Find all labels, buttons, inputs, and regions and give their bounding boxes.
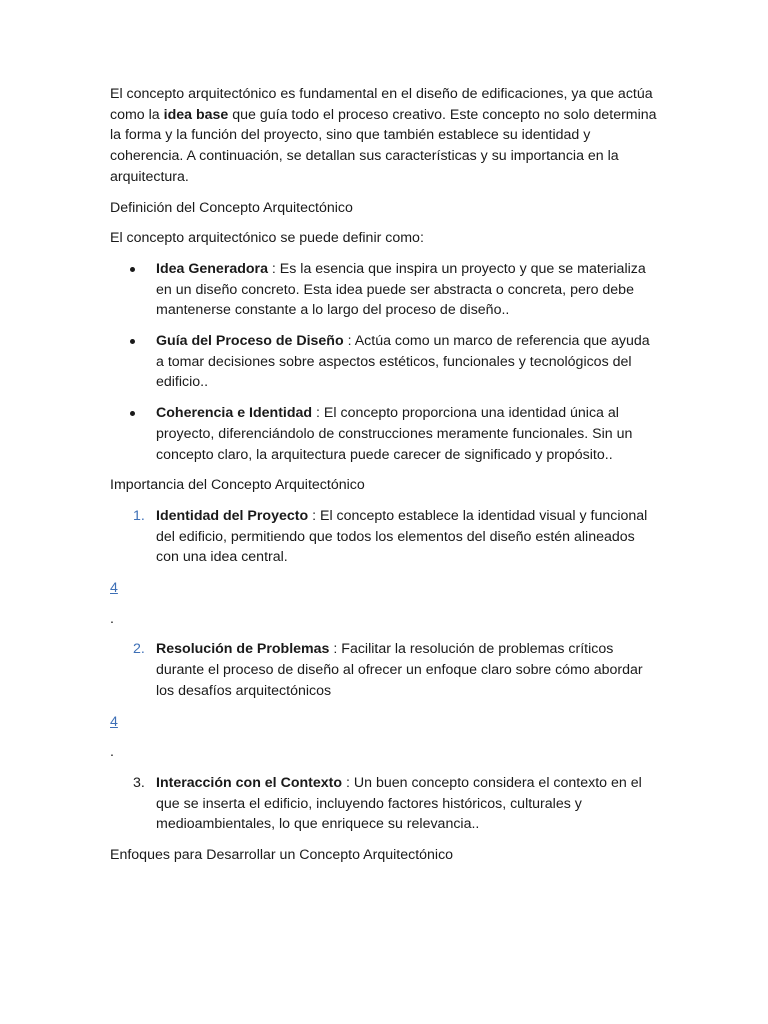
reference-link[interactable]: 4 [110, 580, 118, 597]
intro-text-1: El concepto arquitectónico es fundamental en el diseño de edificaciones, ya que actúa como la [110, 86, 653, 123]
item-term: Guía del Proceso de Diseño [156, 333, 344, 350]
list-item [110, 403, 660, 465]
separator-dot: . [110, 744, 114, 761]
item-number: 2. [133, 641, 145, 658]
item-term: Identidad del Proyecto [156, 507, 309, 524]
numbered-item [110, 639, 660, 701]
bullet-icon [130, 411, 135, 416]
numbered-item [110, 506, 660, 568]
item-text: : Es la esencia que inspira un proyecto y que se materializa en un diseño concreto. Esta idea puede ser abstracta o concreta, pero debe mantenerse constante a lo largo del proceso de diseño.. [156, 260, 646, 319]
item-term: Interacción con el Contexto [156, 774, 343, 791]
definition-lead: El concepto arquitectónico se puede definir como: [110, 230, 424, 247]
item-text: : Actúa como un marco de referencia que ayuda a tomar decisiones sobre aspectos estéticos, funcionales y tecnológicos del edificio.. [156, 333, 650, 391]
item-text: : Un buen concepto considera el contexto en el que se inserta el edificio, incluyendo factores históricos, culturales y medioambientales, lo que enriquece su relevancia.. [156, 774, 642, 833]
approaches-heading: Enfoques para Desarrollar un Concepto Arquitectónico [110, 847, 454, 864]
item-text: : El concepto establece la identidad visual y funcional del edificio, permitiendo que todos los elementos del diseño estén alineados con una idea central. [156, 507, 648, 566]
numbered-item [110, 773, 660, 835]
list-item [110, 259, 660, 321]
intro-paragraph [110, 84, 660, 188]
reference-link[interactable]: 4 [110, 713, 118, 730]
item-text: : El concepto proporciona una identidad única al proyecto, diferenciándolo de construcciones meramente funcionales. Sin un concepto claro, la arquitectura puede carecer de significado y propósito.. [156, 405, 633, 463]
definition-list [110, 259, 660, 465]
item-term: Resolución de Problemas [156, 641, 330, 658]
list-item [110, 331, 660, 393]
document-page [110, 84, 660, 876]
bullet-icon [130, 267, 135, 272]
item-number: 3. [133, 774, 145, 791]
item-term: Idea Generadora [156, 260, 268, 277]
importance-heading: Importancia del Concepto Arquitectónico [110, 477, 365, 494]
item-term: Coherencia e Identidad [156, 405, 313, 422]
bullet-icon [130, 339, 135, 344]
separator-dot: . [110, 610, 114, 627]
intro-text-2: que guía todo el proceso creativo. Este concepto no solo determina la forma y la función del proyecto, sino que también establece su identidad y coherencia. A continuación, se detallan sus características y su importancia en la arquitectura. [110, 106, 657, 185]
item-text: : Facilitar la resolución de problemas críticos durante el proceso de diseño al ofrecer un enfoque claro sobre cómo abordar los desafíos arquitectónicos [156, 641, 643, 699]
definition-heading: Definición del Concepto Arquitectónico [110, 199, 353, 216]
intro-bold-term: idea base [163, 106, 229, 123]
item-number: 1. [133, 507, 145, 524]
